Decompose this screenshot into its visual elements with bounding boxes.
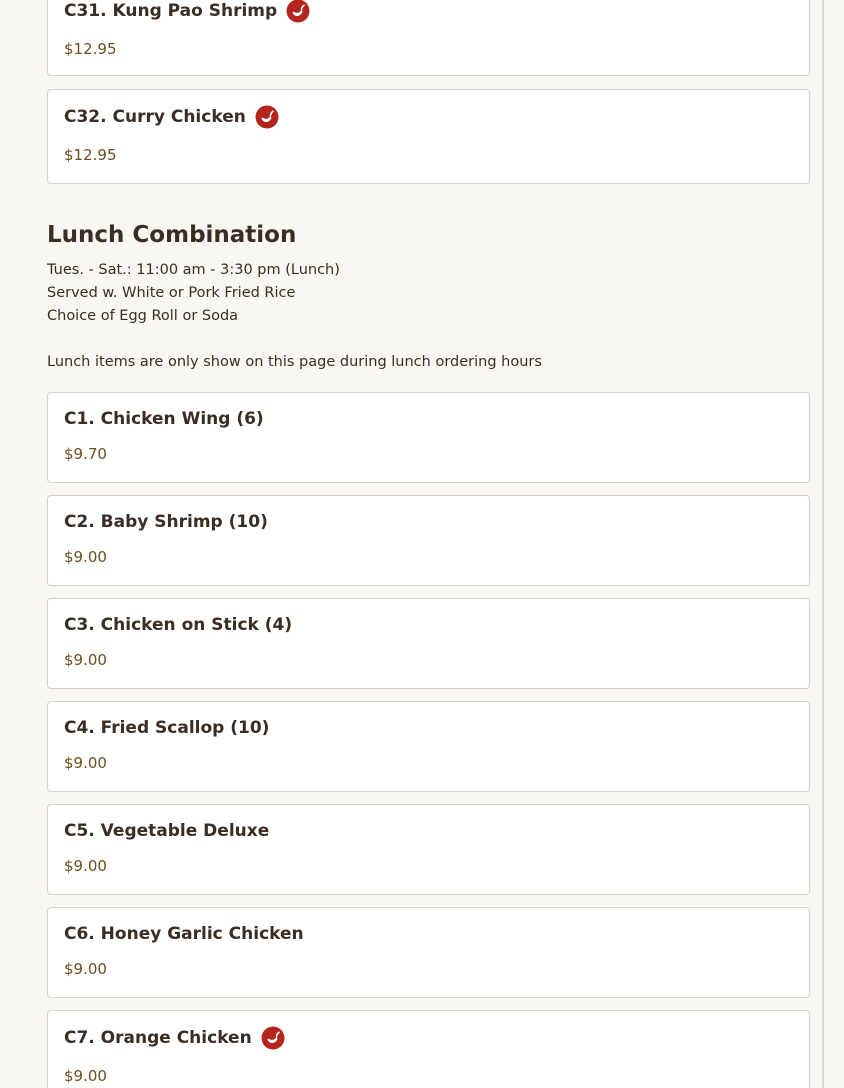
- menu-item-name-text: C31. Kung Pao Shrimp: [64, 1, 278, 21]
- menu-item-name: [64, 0, 310, 23]
- menu-item-price: $9.00: [64, 651, 107, 669]
- section-rice-note: Served w. White or Pork Fried Rice: [47, 285, 296, 301]
- section-availability-note: Lunch items are only show on this page during lunch ordering hours: [47, 354, 542, 370]
- menu-item-name-text: C7. Orange Chicken: [64, 1028, 252, 1048]
- menu-item-name: [64, 1026, 285, 1050]
- section-side-note: Choice of Egg Roll or Soda: [47, 308, 239, 324]
- menu-item-card[interactable]: [47, 598, 810, 689]
- menu-item-card[interactable]: [47, 0, 810, 76]
- menu-item-card[interactable]: [47, 495, 810, 586]
- menu-item-price: $12.95: [64, 40, 117, 58]
- menu-item-price: $12.95: [64, 146, 117, 164]
- menu-item-name: C1. Chicken Wing (6): [64, 409, 264, 429]
- menu-item-price: $9.00: [64, 548, 107, 566]
- menu-item-price: $9.70: [64, 445, 107, 463]
- menu-item-name: C6. Honey Garlic Chicken: [64, 924, 304, 944]
- spicy-pepper-icon: [286, 0, 310, 23]
- menu-item-card[interactable]: [47, 89, 810, 184]
- menu-item-price: $9.00: [64, 857, 107, 875]
- menu-item-card[interactable]: [47, 1010, 810, 1088]
- menu-item-card[interactable]: [47, 804, 810, 895]
- menu-item-name: [64, 105, 279, 129]
- menu-item-card[interactable]: [47, 701, 810, 792]
- menu-item-name: C3. Chicken on Stick (4): [64, 615, 293, 635]
- menu-item-card[interactable]: [47, 392, 810, 483]
- spicy-pepper-icon: [255, 105, 279, 129]
- scroll-container-edge: [822, 0, 824, 1088]
- menu-item-name-text: C32. Curry Chicken: [64, 107, 246, 127]
- spicy-pepper-icon: [261, 1026, 285, 1050]
- menu-item-price: $9.00: [64, 960, 107, 978]
- menu-item-price: $9.00: [64, 1067, 107, 1085]
- menu-item-card[interactable]: [47, 907, 810, 998]
- menu-item-name: C2. Baby Shrimp (10): [64, 512, 268, 532]
- menu-item-price: $9.00: [64, 754, 107, 772]
- menu-item-name: C5. Vegetable Deluxe: [64, 821, 270, 841]
- section-title: Lunch Combination: [47, 222, 297, 248]
- menu-item-name: C4. Fried Scallop (10): [64, 718, 270, 738]
- section-hours: Tues. - Sat.: 11:00 am - 3:30 pm (Lunch): [47, 262, 340, 278]
